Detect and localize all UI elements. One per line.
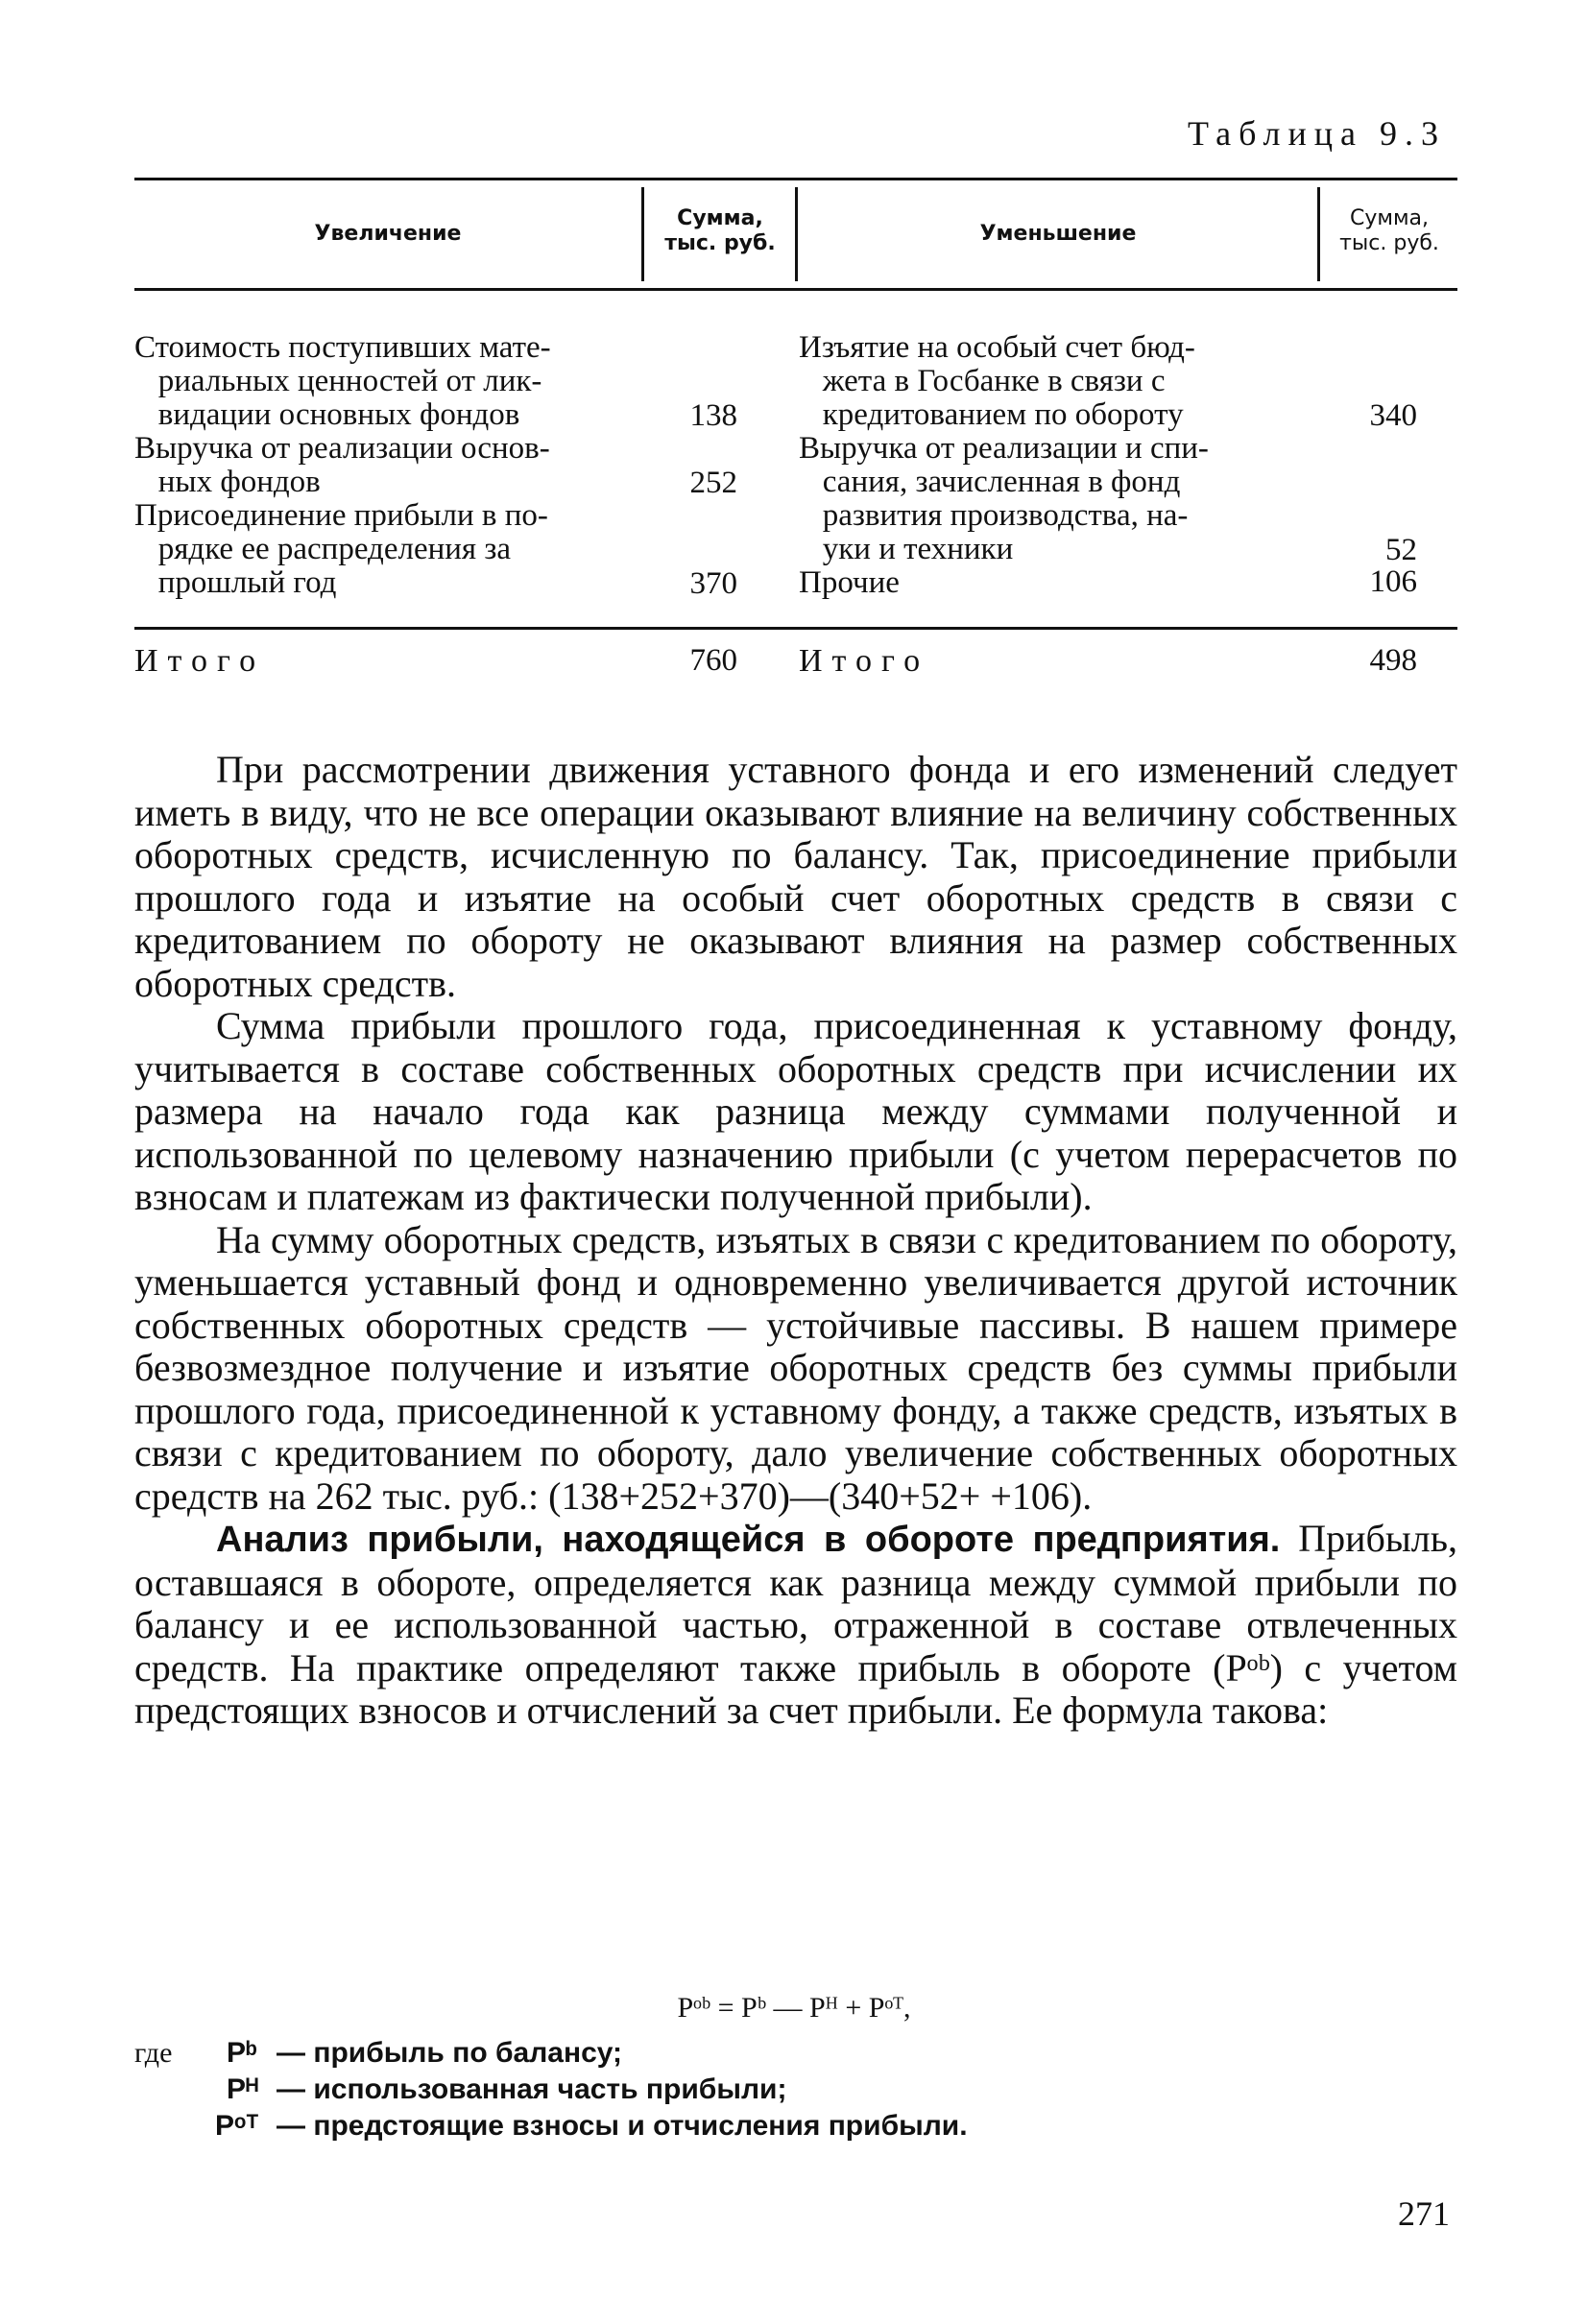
paragraph: Сумма прибыли прошлого года, присоединенная к уставному фонду, учитывается в составе собственных оборотных средств при исчислении их размера на начало года как разница между суммами полученной и использованной по целевому назначению прибыли (с учетом перерасчетов по взносам и платежам из фактически полученной прибыли).: [134, 1004, 1457, 1218]
value-right-2: 52: [1385, 533, 1417, 567]
header-increase: Увеличение: [314, 222, 462, 246]
analysis-paragraph: [134, 1518, 1457, 1733]
value-right-3: 106: [1369, 564, 1417, 599]
analysis-heading: Анализ прибыли, находящейся в обороте предприятия.: [216, 1520, 1281, 1560]
table-caption: Таблица 9.3: [1188, 114, 1446, 153]
legend-symbol: Pᴴ: [227, 2073, 259, 2105]
table-divider: [1317, 187, 1320, 281]
legend-symbol: Pᵇ: [227, 2037, 257, 2069]
total-right-value: 498: [1369, 643, 1417, 678]
formula: Pᵒᵇ = Pᵇ — Pᴴ + Pᵒᵀ,: [677, 1992, 911, 2024]
row-left-1: Стоимость поступивших мате- риальных ценностей от лик- видации основных фондов: [134, 330, 551, 432]
legend-where: где: [134, 2037, 173, 2069]
body-text: [134, 749, 1457, 1733]
total-left-label: Итого: [134, 643, 266, 679]
value-right-1: 340: [1369, 398, 1417, 433]
header-sum-right: Сумма, тыс. руб.: [1339, 206, 1439, 255]
row-right-2: Выручка от реализации и спи- сания, зачисленная в фонд развития производства, на- уки и техники: [799, 431, 1209, 566]
table-divider: [795, 187, 798, 281]
row-left-2: Выручка от реализации основ- ных фондов: [134, 431, 550, 499]
table-divider: [641, 187, 644, 281]
legend-desc: — использованная часть прибыли;: [277, 2073, 787, 2105]
paragraph: При рассмотрении движения уставного фонда и его изменений следует иметь в виду, что не все операции оказывают влияние на величину собственных оборотных средств, исчисленную по балансу. Так, присоединение прибыли прошлого года и изъятие на особый счет оборотных средств в связи с кредитованием по обороту не оказывают влияния на размер собственных оборотных средств.: [134, 748, 1457, 1005]
total-right-label: Итого: [799, 643, 930, 679]
analysis-text: Прибыль, оставшаяся в обороте, определяется как разница между суммой прибыли по балансу и ее использованной частью, отраженной в составе отвлеченных средств. На практике определяют также прибыль в обороте (Pᵒᵇ) с учетом предстоящих взносов и отчислений за счет прибыли. Ее формула такова:: [134, 1517, 1457, 1732]
row-right-1: Изъятие на особый счет бюд- жета в Госбанке в связи с кредитованием по обороту: [799, 330, 1195, 432]
header-decrease: Уменьшение: [979, 222, 1137, 246]
total-left-value: 760: [689, 643, 737, 678]
table-header-rule: [134, 288, 1457, 291]
legend-symbol: Pᵒᵀ: [215, 2110, 259, 2142]
row-left-3: Присоединение прибыли в по- рядке ее распределения за прошлый год: [134, 498, 548, 600]
row-right-3: Прочие: [799, 565, 900, 600]
value-left-3: 370: [689, 566, 737, 601]
formula-legend: [134, 2035, 968, 2144]
value-left-1: 138: [689, 398, 737, 433]
value-left-2: 252: [689, 466, 737, 500]
legend-desc: — предстоящие взносы и отчисления прибыли.: [277, 2110, 968, 2142]
page-number: 271: [1398, 2194, 1450, 2233]
header-sum-left: Сумма, тыс. руб.: [664, 206, 776, 255]
table-total-rule: [134, 627, 1457, 630]
legend-desc: — прибыль по балансу;: [277, 2037, 623, 2069]
paragraph: На сумму оборотных средств, изъятых в связи с кредитованием по обороту, уменьшается уставный фонд и одновременно увеличивается другой источник собственных оборотных средств — устойчивые пассивы. В нашем примере безвозмездное получение и изъятие оборотных средств без суммы прибыли прошлого года, присоединенной к уставному фонду, а также средств, изъятых в связи с кредитованием по обороту, дало увеличение собственных оборотных средств на 262 тыс. руб.: (138+252+370)—(340+52+ +106).: [134, 1217, 1457, 1518]
table-top-rule: [134, 178, 1457, 180]
